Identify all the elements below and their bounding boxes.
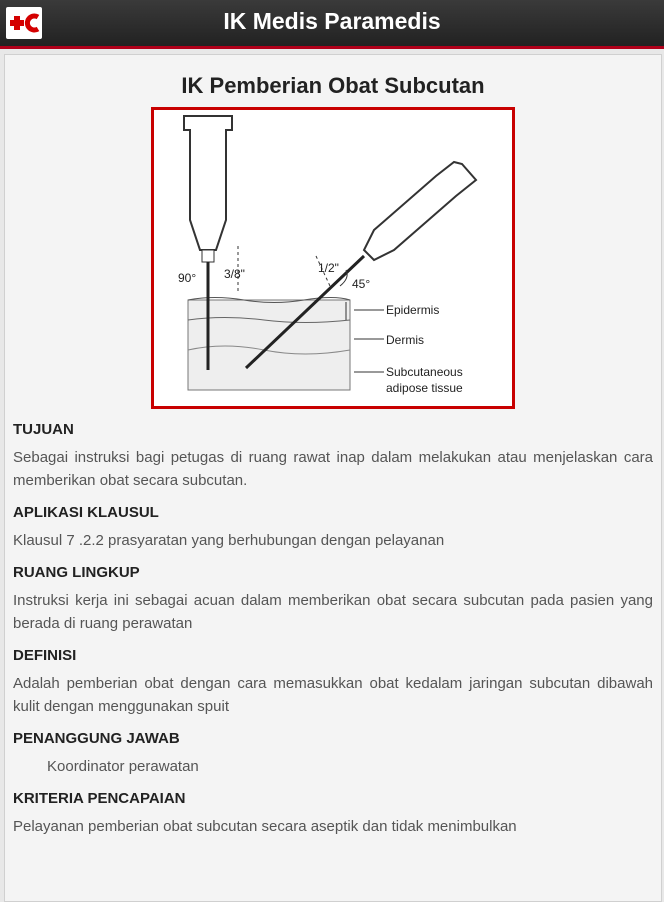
label-38: 3/8" — [224, 267, 245, 281]
section-heading-tujuan: TUJUAN — [13, 421, 74, 438]
label-adipose: adipose tissue — [386, 381, 463, 395]
label-epidermis: Epidermis — [386, 303, 440, 317]
content-card[interactable] — [4, 54, 662, 902]
section-heading-aplikasi-klausul: APLIKASI KLAUSUL — [13, 504, 159, 521]
injection-diagram — [151, 107, 515, 409]
label-subcutaneous: Subcutaneous — [386, 365, 463, 379]
app-bar — [0, 0, 664, 49]
section-text-ruang-lingkup: Instruksi kerja ini sebagai acuan dalam memberikan obat secara subcutan pada pasien yang berada di ruang perawatan — [13, 592, 653, 632]
label-90: 90° — [178, 271, 197, 285]
label-dermis: Dermis — [386, 333, 424, 347]
injection-diagram-svg — [154, 110, 512, 406]
page-title: IK Pemberian Obat Subcutan — [181, 73, 485, 98]
section-text-kriteria-pencapaian: Pelayanan pemberian obat subcutan secara aseptik dan tidak menimbulkan — [13, 818, 517, 835]
section-heading-penanggung-jawab: PENANGGUNG JAWAB — [13, 730, 180, 747]
section-heading-kriteria-pencapaian: KRITERIA PENCAPAIAN — [13, 790, 186, 807]
section-text-definisi: Adalah pemberian obat dengan cara memasukkan obat kedalam jaringan subcutan dibawah kulit dengan menggunakan spuit — [13, 675, 653, 715]
label-45: 45° — [352, 277, 371, 291]
section-text-tujuan: Sebagai instruksi bagi petugas di ruang rawat inap dalam melakukan atau menjelaskan cara memberikan obat secara subcutan. — [13, 449, 653, 489]
sections — [5, 421, 661, 838]
label-12: 1/2" — [318, 261, 339, 275]
section-text-aplikasi-klausul: Klausul 7 .2.2 prasyaratan yang berhubungan dengan pelayanan — [13, 532, 445, 549]
app-title: IK Medis Paramedis — [223, 8, 441, 34]
section-heading-definisi: DEFINISI — [13, 647, 77, 664]
section-text-penanggung-jawab: Koordinator perawatan — [47, 758, 199, 775]
section-heading-ruang-lingkup: RUANG LINGKUP — [13, 564, 140, 581]
